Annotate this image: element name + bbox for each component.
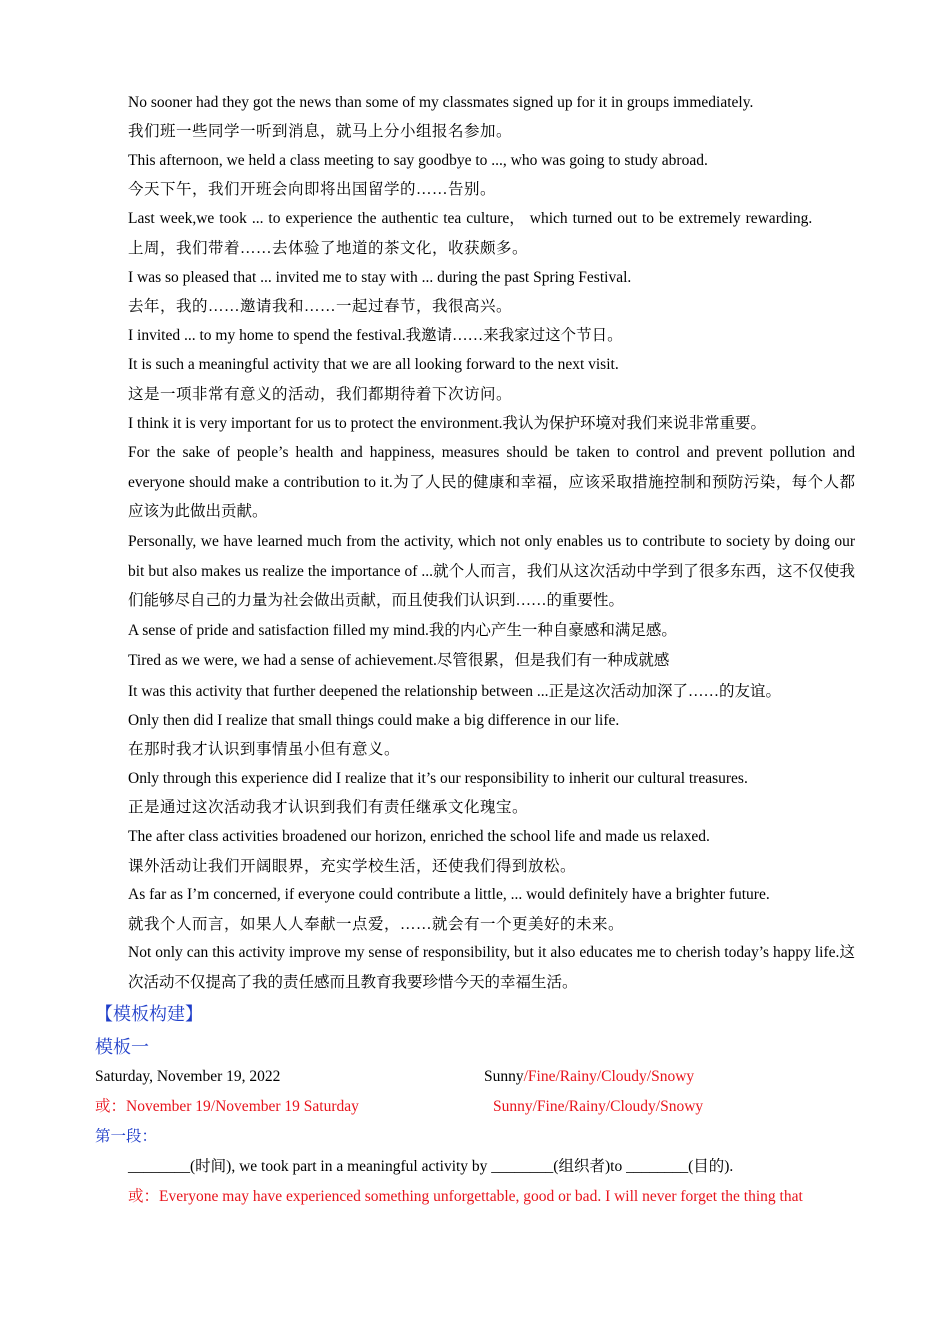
sentence-mixed: Tired as we were, we had a sense of achievement.尽管很累，但是我们有一种成就感 <box>128 652 670 669</box>
sentence-en: As far as I’m concerned, if everyone could contribute a little, ... would definitely have a brighter future. <box>128 886 770 903</box>
or-label: 或： <box>95 1098 127 1115</box>
template-subtitle: 模板一 <box>95 1037 149 1057</box>
sentence-cn: 这是一项非常有意义的活动，我们都期待着下次访问。 <box>128 386 513 403</box>
sentence-cn: 我们班一些同学一听到消息，就马上分小组报名参加。 <box>128 123 513 140</box>
template-alt-sentence <box>128 1182 855 1212</box>
weather-alternatives: /Fine/Rainy/Cloudy/Snowy <box>523 1068 695 1085</box>
paragraph-mixed: Not only can this activity improve my sense of responsibility, but it also educates me to cherish today’s happy life.这次活动不仅提高了我的责任感而且教育我要珍惜今天的幸福生活。 <box>128 944 855 991</box>
sentence-en: Only through this experience did I realize that it’s our responsibility to inherit our cultural treasures. <box>128 770 748 787</box>
paragraph-mixed: For the sake of people’s health and happiness, measures should be taken to control and prevent pollution and everyone should make a contribution to it.为了人民的健康和幸福，应该采取措施控制和预防污染，每个人都应该为此做出贡献。 <box>128 444 855 520</box>
sentence-cn: 在那时我才认识到事情虽小但有意义。 <box>128 741 401 758</box>
date-line <box>95 1065 855 1089</box>
or-label: 或： <box>128 1188 160 1205</box>
template-sentence: ________(时间), we took part in a meaningful activity by ________(组织者)to ________(目的). <box>128 1158 734 1175</box>
section-title: 【模板构建】 <box>95 1004 203 1024</box>
paragraph-label: 第一段： <box>95 1128 158 1145</box>
sentence-en: Only then did I realize that small things could make a big difference in our life. <box>128 712 620 729</box>
sentence-cn: 正是通过这次活动我才认识到我们有责任继承文化瑰宝。 <box>128 799 529 816</box>
sentence-cn: 上周，我们带着……去体验了地道的茶文化，收获颇多。 <box>128 240 529 257</box>
weather-sunny: Sunny <box>484 1068 524 1085</box>
sentence-en: No sooner had they got the news than some of my classmates signed up for it in groups immediately. <box>128 94 754 111</box>
alt-weather-text: Sunny/Fine/Rainy/Cloudy/Snowy <box>493 1098 704 1115</box>
sentence-cn: 去年，我的……邀请我和……一起过春节，我很高兴。 <box>128 298 513 315</box>
sentence-en: Last week,we took ... to experience the authentic tea culture， which turned out to be extremely rewarding. <box>128 210 813 227</box>
alt-date-text: November 19/November 19 Saturday <box>126 1098 359 1115</box>
sentence-mixed: I invited ... to my home to spend the festival.我邀请……来我家过这个节日。 <box>128 327 623 344</box>
sentence-en: It is such a meaningful activity that we are all looking forward to the next visit. <box>128 356 619 373</box>
sentence-cn: 就我个人而言，如果人人奉献一点爱，……就会有一个更美好的未来。 <box>128 916 625 933</box>
alt-date-line <box>95 1095 855 1119</box>
alt-sentence-text: Everyone may have experienced something unforgettable, good or bad. I will never forget the thing that <box>159 1188 803 1205</box>
sentence-cn: 课外活动让我们开阔眼界，充实学校生活，还使我们得到放松。 <box>128 858 577 875</box>
sentence-en: This afternoon, we held a class meeting to say goodbye to ..., who was going to study abroad. <box>128 152 708 169</box>
sentence-mixed: It was this activity that further deepened the relationship between ...正是这次活动加深了……的友谊。 <box>128 683 782 700</box>
sentence-en: I was so pleased that ... invited me to stay with ... during the past Spring Festival. <box>128 269 632 286</box>
sentence-mixed: A sense of pride and satisfaction filled my mind.我的内心产生一种自豪感和满足感。 <box>128 622 677 639</box>
paragraph-mixed: Personally, we have learned much from the activity, which not only enables us to contribute to society by doing our bit but also makes us realize the importance of ...就个人而言，我们从这次活动中学到了很多东西，这不仅使我们能够尽自己的力量为社会做出贡献，而且使我们认识到……的重要性。 <box>128 533 855 609</box>
sentence-cn: 今天下午，我们开班会向即将出国留学的……告别。 <box>128 181 497 198</box>
sentence-mixed: I think it is very important for us to protect the environment.我认为保护环境对我们来说非常重要。 <box>128 415 767 432</box>
date-text: Saturday, November 19, 2022 <box>95 1068 281 1085</box>
sentence-en: The after class activities broadened our horizon, enriched the school life and made us relaxed. <box>128 828 710 845</box>
weather-options <box>484 1065 694 1089</box>
